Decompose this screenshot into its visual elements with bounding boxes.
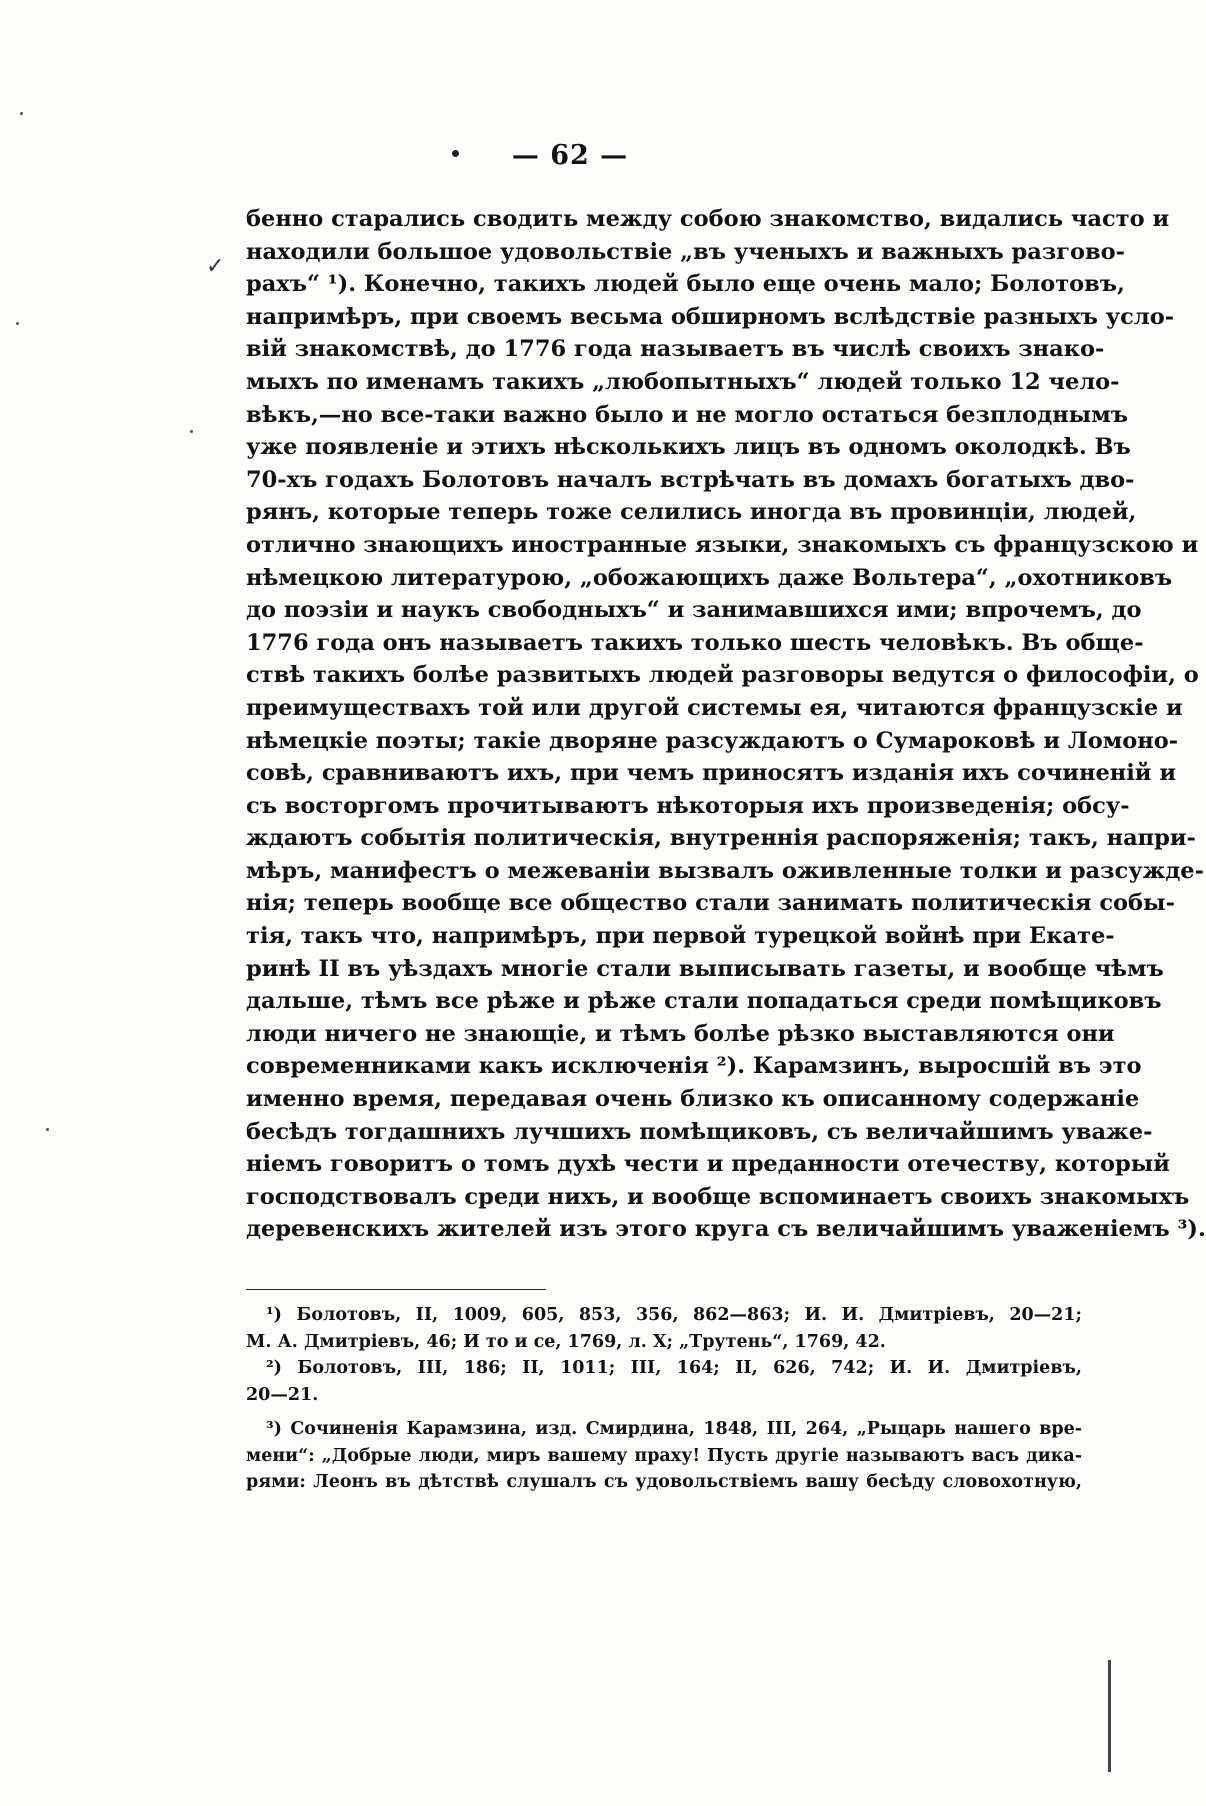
scan-speck — [46, 1128, 49, 1131]
text-line: ринѣ II въ уѣздахъ многіе стали выписывать газеты, и вообще чѣмъ — [246, 955, 1164, 982]
text-line: люди ничего не знающіе, и тѣмъ болѣе рѣзко выставляются они — [246, 1020, 1115, 1047]
text-line: тія, такъ что, напримѣръ, при первой турецкой войнѣ при Екате- — [246, 923, 1115, 950]
footnotes — [246, 1302, 1082, 1496]
text-line: вій знакомствѣ, до 1776 года называетъ въ числѣ своихъ знако- — [246, 336, 1105, 363]
margin-check-mark: ✓ — [206, 254, 225, 279]
text-line: нѣмецкіе поэты; такіе дворяне разсуждаютъ о Сумароковѣ и Ломоно- — [246, 727, 1179, 754]
text-line: находили большое удовольствіе „въ ученыхъ и важныхъ разгово- — [246, 238, 1125, 265]
text-line: мѣръ, манифестъ о межеваніи вызвалъ оживленные толки и разсужде- — [246, 857, 1204, 884]
text-line: современниками какъ исключенія ²). Карамзинъ, выросшій въ это — [246, 1053, 1142, 1080]
ink-dot — [452, 150, 459, 157]
text-line: уже появленіе и этихъ нѣсколькихъ лицъ въ одномъ околодкѣ. Въ — [246, 434, 1131, 461]
text-line: напримѣръ, при своемъ весьма обширномъ вслѣдствіе разныхъ усло- — [246, 303, 1175, 330]
text-line: мыхъ по именамъ такихъ „любопытныхъ“ людей только 12 чело- — [246, 368, 1120, 395]
text-line: деревенскихъ жителей изъ этого круга съ величайшимъ уваженіемъ ³). — [246, 1216, 1206, 1243]
footnote-3-line: мени“: „Добрые люди, миръ вашему праху! Пусть другіе называютъ васъ дика- — [246, 1445, 1082, 1466]
text-line: вѣкъ,—но все-таки важно было и не могло остаться безплоднымъ — [246, 401, 1129, 428]
text-line: отлично знающихъ иностранные языки, знакомыхъ съ французскою и — [246, 531, 1199, 558]
text-line: 70-хъ годахъ Болотовъ началъ встрѣчать въ домахъ богатыхъ дво- — [246, 466, 1135, 493]
text-line: рахъ“ ¹). Конечно, такихъ людей было еще очень мало; Болотовъ, — [246, 271, 1125, 298]
footnote-3-line: рями: Леонъ въ дѣтствѣ слушалъ съ удовольствіемъ вашу бесѣду словохотную, — [246, 1472, 1082, 1492]
text-line: рянъ, которые теперь тоже селились иногда въ провинціи, людей, — [246, 499, 1137, 526]
text-line: дальше, тѣмъ все рѣже и рѣже стали попадаться среди помѣщиковъ — [246, 988, 1162, 1015]
footnote-divider — [246, 1289, 546, 1290]
footnote-3-line: ³) Сочиненія Карамзина, изд. Смирдина, 1848, III, 264, „Рыцарь нашего вре- — [266, 1419, 1082, 1439]
scan-edge-mark — [1108, 1660, 1111, 1772]
page-number: — 62 — — [511, 140, 629, 171]
text-line: господствовалъ среди нихъ, и вообще вспоминаетъ своихъ знакомыхъ — [246, 1183, 1190, 1210]
footnote-1-line: М. А. Дмитріевъ, 46; И то и се, 1769, л. X; „Трутень“, 1769, 42. — [246, 1331, 886, 1352]
text-line: нія; теперь вообще все общество стали занимать политическія собы- — [246, 890, 1175, 917]
text-line: именно время, передавая очень близко къ описанному содержаніе — [246, 1086, 1140, 1113]
footnote-2-line: ²) Болотовъ, III, 186; II, 1011; III, 164; II, 626, 742; И. И. Дмитріевъ, — [266, 1358, 1082, 1378]
scan-speck — [190, 430, 193, 433]
text-line: съ восторгомъ прочитываютъ нѣкоторыя ихъ произведенія; обсу- — [246, 792, 1130, 819]
text-line: бенно старались сводить между собою знакомство, видались часто и — [246, 206, 1170, 232]
text-line: ствѣ такихъ болѣе развитыхъ людей разговоры ведутся о философіи, о — [246, 662, 1199, 689]
text-line: 1776 года онъ называетъ такихъ только шесть человѣкъ. Въ обще- — [246, 629, 1144, 656]
text-line: преимуществахъ той или другой системы ея, читаются французскіе и — [246, 694, 1183, 721]
scan-speck — [20, 112, 23, 115]
text-line: до поэзіи и наукъ свободныхъ“ и занимавшихся ими; впрочемъ, до — [246, 597, 1142, 624]
text-line: ніемъ говоритъ о томъ духѣ чести и преданности отечеству, который — [246, 1151, 1170, 1178]
scan-speck — [16, 322, 19, 325]
footnote-1-line: ¹) Болотовъ, II, 1009, 605, 853, 356, 862—863; И. И. Дмитріевъ, 20—21; — [266, 1305, 1082, 1325]
text-line: бесѣдъ тогдашнихъ лучшихъ помѣщиковъ, съ величайшимъ уваже- — [246, 1118, 1153, 1145]
body-text — [246, 203, 1206, 1246]
text-line: совѣ, сравниваютъ ихъ, при чемъ приносятъ изданія ихъ сочиненій и — [246, 760, 1177, 787]
text-line: ждаютъ событія политическія, внутреннія распоряженія; такъ, напри- — [246, 825, 1196, 852]
footnote-2-line: 20—21. — [246, 1384, 319, 1405]
text-line: нѣмецкою литературою, „обожающихъ даже Вольтера“, „охотниковъ — [246, 564, 1173, 591]
